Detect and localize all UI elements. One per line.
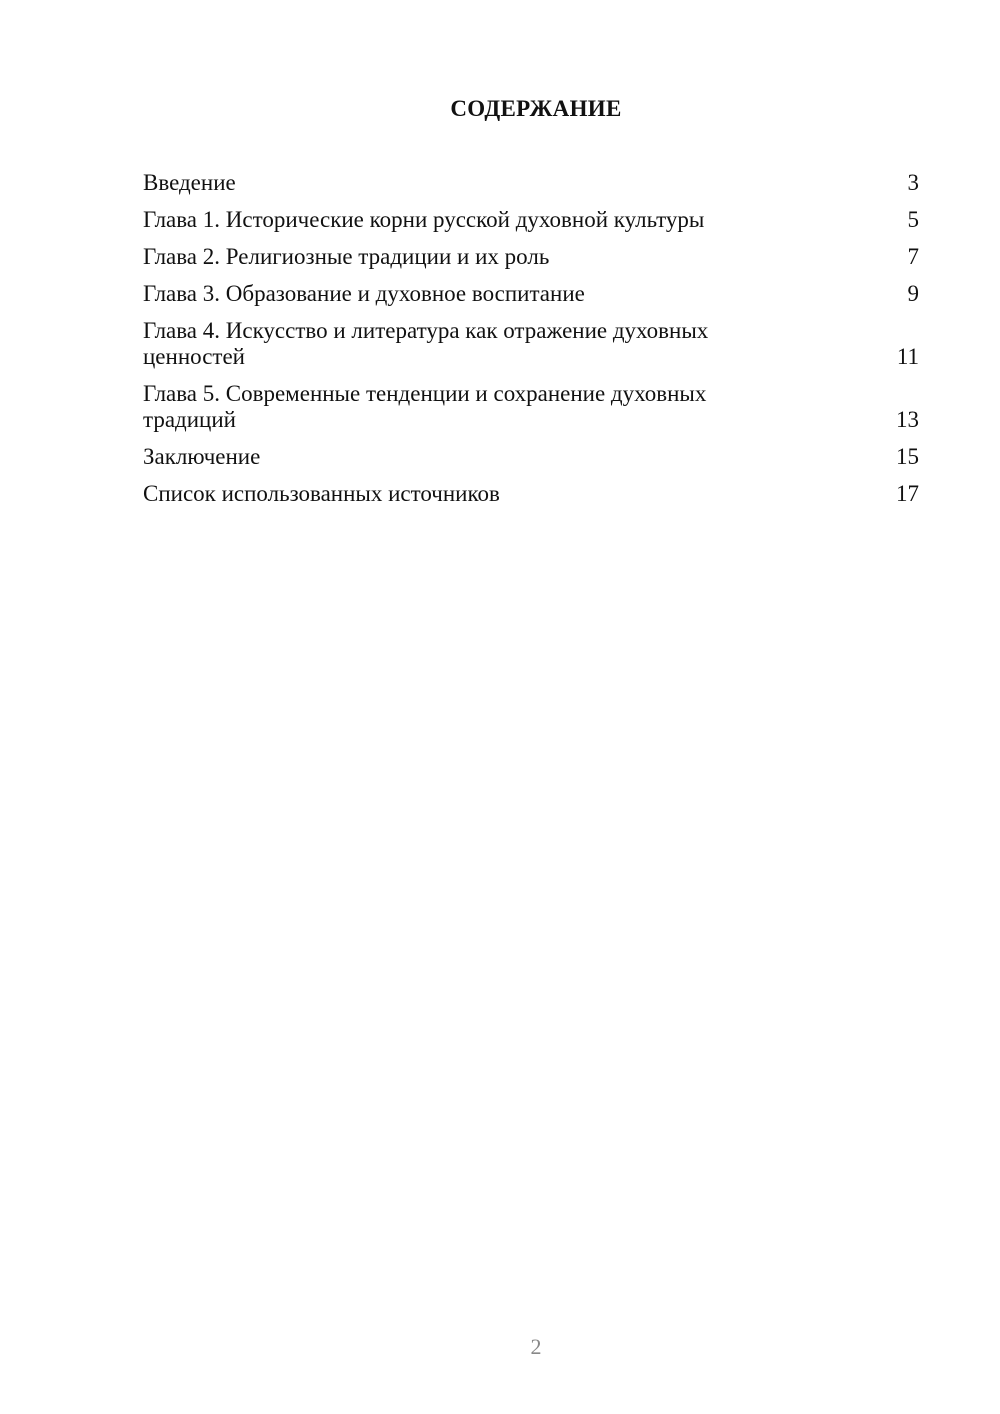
toc-entry-label: Глава 1. Исторические корни русской духовной культуры: [143, 207, 705, 232]
toc-entry-label: Заключение: [143, 444, 261, 469]
toc-entry-page: 11: [896, 344, 919, 369]
toc-title: СОДЕРЖАНИЕ: [450, 96, 622, 121]
toc-entry: [143, 481, 919, 507]
toc-entry: [143, 381, 919, 433]
toc-entry: [143, 281, 919, 307]
toc-entry-label: Глава 2. Религиозные традиции и их роль: [143, 244, 550, 269]
toc-entry-page: 17: [896, 481, 919, 506]
toc-entry-label: Глава 4. Искусство и литература как отражение духовных ценностей: [143, 318, 709, 369]
toc-entry: [143, 207, 919, 233]
toc-entry: [143, 318, 919, 370]
toc-entry-page: 7: [907, 244, 919, 269]
toc-entry-label: Глава 5. Современные тенденции и сохранение духовных традиций: [143, 381, 707, 432]
toc-entry-page: 3: [907, 170, 919, 195]
toc-entry: [143, 170, 919, 196]
toc-entry-label: Список использованных источников: [143, 481, 500, 506]
toc-entry: [143, 444, 919, 470]
toc-entry-label: Глава 3. Образование и духовное воспитание: [143, 281, 585, 306]
toc-entry-page: 5: [907, 207, 919, 232]
toc-entry: [143, 244, 919, 270]
toc-entry-page: 9: [907, 281, 919, 306]
page-number: 2: [530, 1334, 542, 1359]
toc-entry-page: 13: [896, 407, 919, 432]
toc-entry-page: 15: [896, 444, 919, 469]
toc-entry-label: Введение: [143, 170, 236, 195]
table-of-contents: [143, 170, 919, 518]
